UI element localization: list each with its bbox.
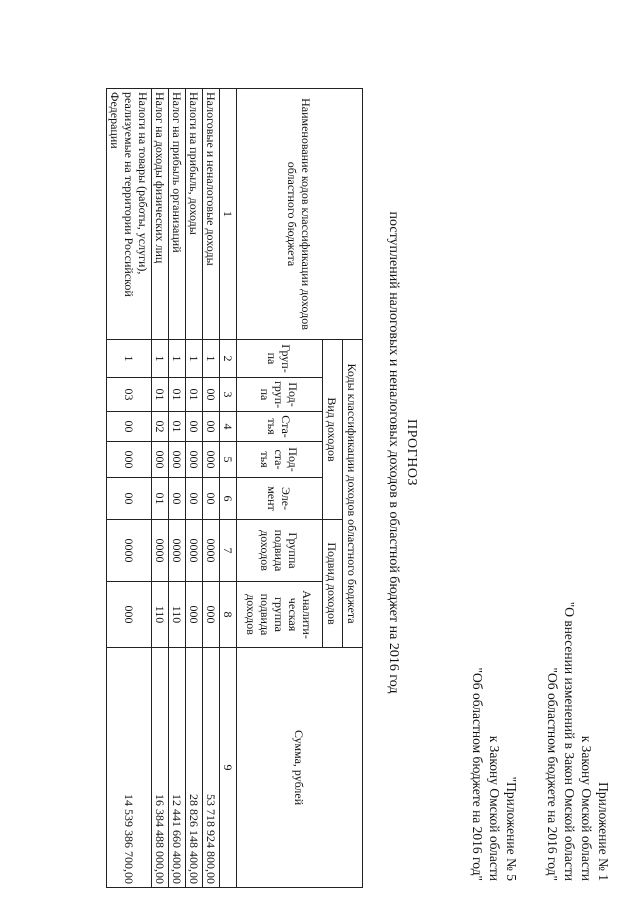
row-subgroup: 03 <box>107 378 152 412</box>
header-vid: Вид доходов <box>323 340 343 520</box>
annex-5-line: к Закону Омской области <box>487 735 502 881</box>
revenue-forecast-table <box>106 88 363 888</box>
header-group: Груп-па <box>237 340 323 378</box>
row-subgroup: 00 <box>203 378 220 412</box>
column-number: 9 <box>220 648 237 888</box>
row-element: 00 <box>186 478 203 520</box>
row-subarticle: 000 <box>186 442 203 478</box>
header-podvid: Подвид доходов <box>323 520 343 648</box>
header-subgroup: Под-груп-па <box>237 378 323 412</box>
annex-1-line: Приложение № 1 <box>596 782 611 881</box>
row-analytic-group: 000 <box>203 582 220 648</box>
column-number: 6 <box>220 478 237 520</box>
table-row <box>107 89 152 888</box>
row-subarticle: 000 <box>169 442 186 478</box>
row-podvid-group: 0000 <box>203 520 220 582</box>
row-subgroup: 01 <box>169 378 186 412</box>
document-title: ПРОГНОЗ <box>404 418 419 486</box>
row-analytic-group: 110 <box>169 582 186 648</box>
row-subarticle: 000 <box>107 442 152 478</box>
row-podvid-group: 0000 <box>169 520 186 582</box>
header-codes: Коды классификации доходов областного бюджета <box>343 340 363 648</box>
column-number: 3 <box>220 378 237 412</box>
row-element: 00 <box>107 478 152 520</box>
annex-1-line: к Закону Омской области <box>579 735 594 881</box>
row-name: Налог на прибыль организаций <box>169 89 186 340</box>
row-name: Налог на доходы физических лиц <box>152 89 169 340</box>
column-number: 4 <box>220 412 237 442</box>
row-element: 00 <box>203 478 220 520</box>
row-analytic-group: 000 <box>186 582 203 648</box>
row-article: 00 <box>203 412 220 442</box>
header-name: Наименование кодов классификации доходов областного бюджета <box>237 89 363 340</box>
document-heading <box>384 0 420 905</box>
row-name: Налоги на прибыль, доходы <box>186 89 203 340</box>
row-name: Налоговые и неналоговые доходы <box>203 89 220 340</box>
annex-5-line: "Об областном бюджете на 2016 год" <box>470 667 485 881</box>
header-analytic-group: Аналити-ческая группа подвида доходов <box>237 582 323 648</box>
row-sum: 12 441 660 400,00 <box>169 648 186 888</box>
annex-1-line: "Об областном бюджете на 2016 год" <box>545 667 560 881</box>
annex-1-header <box>544 602 612 881</box>
header-element: Эле-мент <box>237 478 323 520</box>
column-number: 1 <box>220 89 237 340</box>
row-podvid-group: 0000 <box>107 520 152 582</box>
row-article: 00 <box>186 412 203 442</box>
row-subgroup: 01 <box>186 378 203 412</box>
row-subgroup: 01 <box>152 378 169 412</box>
row-group: 1 <box>203 340 220 378</box>
header-sum: Сумма, рублей <box>237 648 363 888</box>
row-group: 1 <box>107 340 152 378</box>
row-sum: 53 718 924 800,00 <box>203 648 220 888</box>
row-subarticle: 000 <box>152 442 169 478</box>
row-article: 01 <box>169 412 186 442</box>
table-row <box>186 89 203 888</box>
column-number: 7 <box>220 520 237 582</box>
column-number: 8 <box>220 582 237 648</box>
document-subtitle: поступлений налоговых и неналоговых доходов в областной бюджет на 2016 год <box>386 211 401 694</box>
row-analytic-group: 110 <box>152 582 169 648</box>
table-row <box>203 89 220 888</box>
row-element: 01 <box>152 478 169 520</box>
table-row <box>152 89 169 888</box>
header-podvid-group: Группа подвида доходов <box>237 520 323 582</box>
annex-1-line: "О внесении изменений в Закон Омской области <box>562 601 577 881</box>
row-element: 00 <box>169 478 186 520</box>
row-article: 02 <box>152 412 169 442</box>
row-name: Налоги на товары (работы, услуги), реализуемые на территории Российской Федерации <box>107 89 152 340</box>
row-analytic-group: 000 <box>107 582 152 648</box>
row-sum: 28 826 148 400,00 <box>186 648 203 888</box>
row-sum: 14 539 386 700,00 <box>107 648 152 888</box>
row-podvid-group: 0000 <box>152 520 169 582</box>
header-subarticle: Под-ста-тья <box>237 442 323 478</box>
annex-5-header <box>469 668 520 882</box>
row-group: 1 <box>152 340 169 378</box>
row-article: 00 <box>107 412 152 442</box>
row-group: 1 <box>169 340 186 378</box>
row-podvid-group: 0000 <box>186 520 203 582</box>
column-number: 5 <box>220 442 237 478</box>
header-article: Ста-тья <box>237 412 323 442</box>
annex-5-line: "Приложение № 5 <box>504 776 519 881</box>
table-row <box>169 89 186 888</box>
row-group: 1 <box>186 340 203 378</box>
column-number: 2 <box>220 340 237 378</box>
row-sum: 16 384 488 000,00 <box>152 648 169 888</box>
row-subarticle: 000 <box>203 442 220 478</box>
